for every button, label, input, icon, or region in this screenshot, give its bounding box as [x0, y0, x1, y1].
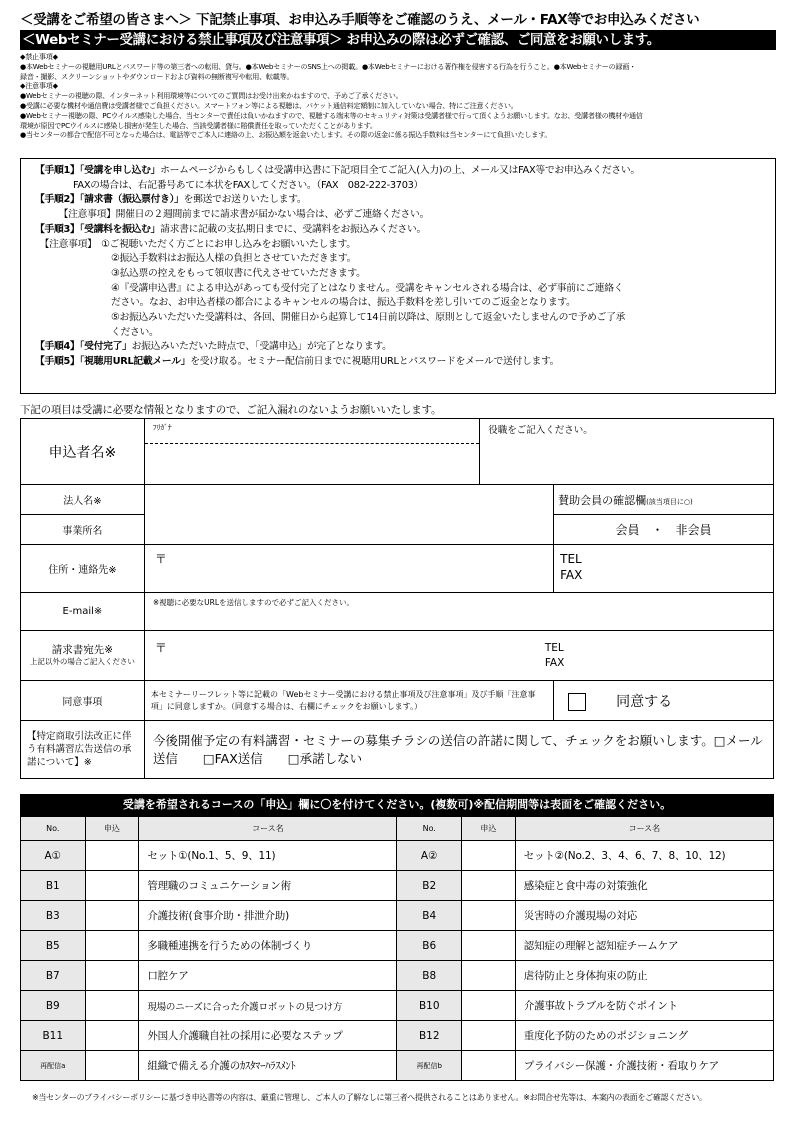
course-name: 認知症の理解と認知症チームケア: [515, 931, 773, 961]
apply-cell[interactable]: [85, 931, 139, 961]
position-field[interactable]: 役職をご記入ください。: [480, 419, 774, 485]
step-line: ②振込手数料はお振込人様の負担とさせていただきます。: [35, 253, 357, 265]
course-no: B3: [21, 901, 86, 931]
col-no: No.: [397, 817, 462, 841]
name-field[interactable]: [145, 444, 479, 484]
course-no: B6: [397, 931, 462, 961]
consent-text: 本セミナーリーフレット等に記載の「Webセミナー受講における禁止事項及び注意事項」及び手順「注意事項」に同意しますか。（同意する場合は、右欄にチェックをお願いします。）: [144, 681, 553, 721]
course-no: B5: [21, 931, 86, 961]
footer-note: ※当センターのプライバシーポリシーに基づき申込書等の内容は、厳重に管理し、ご本人の了解なしに第三者へ提供されることはありません。※お問合せ先等は、本案内の表面をご確認ください。: [32, 1093, 707, 1102]
note-line: ●Webセミナーの視聴の際、インターネット利用環境等についてのご質問はお受け出来かねますので、予めご了承ください。: [20, 91, 403, 101]
apply-cell[interactable]: [462, 1021, 516, 1051]
member-check-label: 賛助会員の確認欄(該当項目に○): [554, 485, 774, 515]
step-line: 【手順1】「受講を申し込む」ホームページからもしくは受講申込書に下記項目全てご記入(入力)の上、メール又はFAX等でお申込みください。: [35, 165, 640, 176]
corp-label: 法人名※: [21, 485, 145, 515]
course-no: A①: [21, 841, 86, 871]
step-line: 【手順5】「視聴用URL記載メール」を受け取る。セミナー配信前日までに視聴用URLとパスワードをメールで送付します。: [35, 356, 560, 368]
note-line: 環境が原因でPCウイルスに感染し損害が発生した場合、当該受講者様に賠償責任を取っていただくことがあります。: [20, 120, 377, 130]
step-line: 【注意事項】 ①ご視聴いただく方ごとにお申し込みをお願いいたします。: [35, 238, 356, 250]
course-name: セット②(No.2、3、4、6、7、8、10、12): [515, 841, 773, 871]
course-name: 組織で備える介護のｶｽﾀﾏｰﾊﾗｽﾒﾝﾄ: [139, 1051, 397, 1081]
email-label: E-mail※: [21, 593, 145, 631]
col-name: コース名: [139, 817, 397, 841]
course-no: 再配信a: [21, 1051, 86, 1081]
step-line: ⑤お振込みいただいた受講料は、各回、開催日から起算して14日前以降は、原則として返金いたしませんので予めご了承: [35, 312, 626, 324]
step-line: ください。: [35, 326, 159, 338]
apply-cell[interactable]: [85, 961, 139, 991]
course-no: B9: [21, 991, 86, 1021]
apply-cell[interactable]: [85, 991, 139, 1021]
course-name: 介護技術(食事介助・排泄介助): [139, 901, 397, 931]
apply-cell[interactable]: [85, 841, 139, 871]
note-line: ◆注意事項◆: [20, 81, 58, 91]
course-table: [20, 816, 774, 1081]
step-line: ④『受講申込書』による申込があっても受付完了とはなりません。受講をキャンセルされる場合は、必ず事前にご連絡く: [35, 282, 624, 294]
step-line: ださい。なお、お申込者様の都合によるキャンセルの場合は、振込手数料を差し引いてのご返金となります。: [35, 297, 576, 309]
apply-cell[interactable]: [85, 1051, 139, 1081]
step-line: 【手順4】「受付完了」お振込みいただいた時点で、「受講申込」が完了となります。: [35, 341, 392, 353]
apply-cell[interactable]: [462, 991, 516, 1021]
apply-cell[interactable]: [462, 931, 516, 961]
course-name: 感染症と食中毒の対策強化: [515, 871, 773, 901]
course-no: B11: [21, 1021, 86, 1051]
course-row: [21, 1021, 774, 1051]
apply-cell[interactable]: [85, 1021, 139, 1051]
course-row: [21, 1051, 774, 1081]
apply-cell[interactable]: [462, 961, 516, 991]
col-apply: 申込: [85, 817, 139, 841]
note-line: 録音・撮影、スクリーンショットやダウンロードおよび資料の無断複写や転用、転載等。: [20, 71, 294, 81]
col-apply: 申込: [462, 817, 516, 841]
postal-field[interactable]: 〒: [144, 545, 553, 593]
apply-cell[interactable]: [462, 1051, 516, 1081]
apply-cell[interactable]: [85, 901, 139, 931]
apply-cell[interactable]: [462, 871, 516, 901]
steps-box: [20, 158, 776, 394]
furigana-field[interactable]: ﾌﾘｶﾞﾅ: [145, 419, 479, 444]
course-name: 外国人介護職自社の採用に必要なステップ: [139, 1021, 397, 1051]
billing-label: 請求書宛先※ 上記以外の場合ご記入ください: [21, 631, 145, 681]
course-no: B8: [397, 961, 462, 991]
note-line: ●本Webセミナーの視聴用URLとパスワード等の第三者への転用、貸与。●本WebセミナーのSNS上への掲載。●本Webセミナーにおける著作権を侵害する行為を行うこと。●本Webセミナーの録画・: [20, 61, 636, 71]
applicant-label: 申込者名※: [21, 419, 145, 485]
consent-checkbox[interactable]: [568, 693, 586, 711]
office-label: 事業所名: [21, 515, 145, 545]
col-name: コース名: [515, 817, 773, 841]
application-form: [20, 418, 774, 779]
course-no: B10: [397, 991, 462, 1021]
header-title: ＜受講をご希望の皆さまへ＞ 下記禁止事項、お申込み手順等をご確認のうえ、メール・FAX等でお申込みください: [20, 12, 700, 28]
course-no: A②: [397, 841, 462, 871]
step-line: 【注意事項】開催日の２週間前までに請求書が届かない場合は、必ずご連絡ください。: [35, 209, 429, 221]
course-name: 災害時の介護現場の対応: [515, 901, 773, 931]
course-name: 多職種連携を行うための体制づくり: [139, 931, 397, 961]
step-line: 【手順2】「請求書（振込票付き）」を郵送でお送りいたします。: [35, 194, 307, 206]
step-line: 【手順3】「受講料を振込む」請求書に記載の支払期日までに、受講料をお振込みください。: [35, 223, 426, 235]
course-name: セット①(No.1、5、9、11): [139, 841, 397, 871]
commerce-consent[interactable]: 今後開催予定の有料講習・セミナーの募集チラシの送信の許諾に関して、チェックをお願いします。□メール送信 □FAX送信 □承諾しない: [144, 721, 773, 779]
course-name: プライバシー保護・介護技術・看取りケア: [515, 1051, 773, 1081]
corp-field[interactable]: [144, 485, 553, 545]
email-field[interactable]: ※視聴に必要なURLを送信しますので必ずご記入ください。: [144, 593, 773, 631]
course-name: 現場のニーズに合った介護ロボットの見つけ方: [139, 991, 397, 1021]
course-name: 重度化予防のためのポジショニング: [515, 1021, 773, 1051]
course-name: 介護事故トラブルを防ぐポイント: [515, 991, 773, 1021]
course-banner: 受講を希望されるコースの「申込」欄に〇を付けてください。(複数可)※配信期間等は表面をご確認ください。: [20, 794, 774, 816]
note-line: ◆禁止事項◆: [20, 52, 58, 61]
form-intro: 下記の項目は受講に必要な情報となりますので、ご記入漏れのないようお願いいたします。: [20, 404, 442, 416]
course-row: [21, 841, 774, 871]
header-banner: ＜Webセミナー受講における禁止事項及び注意事項＞ お申込みの際は必ずご確認、ご同意をお願いします。: [20, 30, 776, 50]
course-row: [21, 991, 774, 1021]
course-no: B2: [397, 871, 462, 901]
course-row: [21, 901, 774, 931]
course-name: 管理職のコミュニケーション術: [139, 871, 397, 901]
course-no: B1: [21, 871, 86, 901]
tel-fax-field[interactable]: TEL FAX: [554, 545, 774, 593]
course-no: B12: [397, 1021, 462, 1051]
apply-cell[interactable]: [462, 901, 516, 931]
course-no: 再配信b: [397, 1051, 462, 1081]
step-line: FAXの場合は、右記番号あてに本状をFAXしてください。（FAX 082-222-3703）: [35, 179, 424, 191]
address-label: 住所・連絡先※: [21, 545, 145, 593]
step-line: ③払込票の控えをもって領収書に代えさせていただきます。: [35, 267, 366, 279]
course-name: 虐待防止と身体拘束の防止: [515, 961, 773, 991]
apply-cell[interactable]: [462, 841, 516, 871]
course-name: 口腔ケア: [139, 961, 397, 991]
course-row: [21, 871, 774, 901]
course-no: B7: [21, 961, 86, 991]
member-options[interactable]: 会員 ・ 非会員: [554, 515, 774, 545]
col-no: No.: [21, 817, 86, 841]
billing-field[interactable]: 〒 TEL FAX: [144, 631, 773, 681]
note-line: ●Webセミナー視聴の際、PCウイルス感染した場合、当センターで責任は負いかねますので、視聴する端末等のセキュリティ対策は受講者様で行って頂くようお願いします。なお、受講者様の機材や通信: [20, 110, 643, 120]
consent-label: 同意事項: [21, 681, 145, 721]
consent-checkbox-cell[interactable]: 同意する: [554, 681, 774, 721]
commerce-label: 【特定商取引法改正に伴う有料講習広告送信の承諾について】※: [21, 721, 145, 779]
course-row: [21, 931, 774, 961]
note-line: ●当センターの都合で配信不可となった場合は、電話等でご本人に連絡の上、お振込額を返金いたします。その際の返金に係る振込手数料は当センターにて負担いたします。: [20, 130, 552, 140]
note-line: ●受講に必要な機材や通信費は受講者様でご負担ください。スマートフォン等による視聴は、パケット通信料定額制に加入していない場合、特にご注意ください。: [20, 100, 518, 110]
notes-block: [20, 52, 776, 140]
course-no: B4: [397, 901, 462, 931]
apply-cell[interactable]: [85, 871, 139, 901]
course-row: [21, 961, 774, 991]
